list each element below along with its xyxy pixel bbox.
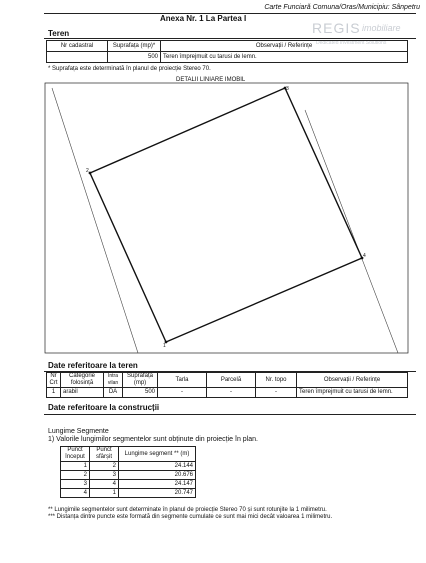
dt-header-parcela: Parcelă (207, 373, 256, 388)
dt-header-observatii: Observații / Referințe (297, 373, 408, 388)
date-teren-title: Date referitoare la teren (48, 361, 138, 370)
dt-header-topo: Nr. topo (256, 373, 297, 388)
ls-cell: 4 (61, 489, 90, 498)
dt-header-tarla: Tarla (158, 373, 207, 388)
lungime-note-2: *** Distanța dintre puncte este formată din segmente cumulate ce sunt mai mici decât valoarea 1 milimetru. (48, 514, 333, 520)
ls-header-lungime: Lungime segment ** (m) (119, 447, 196, 462)
date-teren-table (46, 372, 408, 398)
dt-cell-categorie: arabil (61, 388, 104, 398)
teren-header-observatii: Observații / Referințe (161, 41, 408, 52)
ls-cell: 2 (90, 462, 119, 471)
neighbor-line-left (52, 88, 138, 353)
dt-header-nr: Nr Crt (47, 373, 61, 388)
parcel-polygon (90, 88, 362, 342)
ls-cell: 24.144 (119, 462, 196, 471)
ls-cell: 3 (90, 471, 119, 480)
dt-cell-tarla: - (158, 388, 207, 398)
plot-frame (45, 83, 408, 353)
plot-title: DETALII LINIARE IMOBIL (176, 77, 246, 83)
watermark-sub: imobiliare (362, 23, 401, 33)
ls-cell: 4 (90, 480, 119, 489)
carte-funciara-header: Carte Funciară Comuna/Oras/Municipiu: Sânpetru (264, 4, 420, 11)
dt-cell-parcela: - (207, 388, 256, 398)
teren-note: * Suprafața este determinată în planul de proiecție Stereo 70. (48, 66, 211, 72)
watermark-brand: REGIS (312, 20, 361, 36)
lungime-note-1: ** Lungimile segmentelor sunt determinate în planul de proiecție Stereo 70 și sunt rotunjite la 1 milimetru. (48, 507, 327, 513)
dt-cell-suprafata: 500 (123, 388, 158, 398)
table-row (61, 471, 196, 480)
dt-header-categorie: Categorie folosință (61, 373, 104, 388)
teren-header-suprafata: Suprafața (mp)* (108, 41, 161, 52)
point-label-3: 3 (286, 86, 289, 92)
ls-cell: 20.747 (119, 489, 196, 498)
ls-cell: 1 (90, 489, 119, 498)
ls-cell: 3 (61, 480, 90, 489)
ls-cell: 2 (61, 471, 90, 480)
date-constructii-title: Date referitoare la construcții (48, 403, 160, 412)
watermark-tag: Dedicated Investment Solutions (316, 40, 387, 46)
table-row (61, 462, 196, 471)
dt-cell-nr: 1 (47, 388, 61, 398)
dt-cell-intravilan: DA (104, 388, 123, 398)
ls-cell: 24.147 (119, 480, 196, 489)
table-row (61, 489, 196, 498)
table-row (61, 480, 196, 489)
neighbor-line-right (305, 110, 398, 353)
dt-header-suprafata: Suprafața (mp) (123, 373, 158, 388)
lungime-table (60, 446, 196, 498)
point-label-1: 1 (163, 343, 166, 349)
ls-header-sfarsit: Punct sfârșit (90, 447, 119, 462)
point-marker-2 (89, 172, 92, 175)
dt-header-intravilan: Intra vilan (104, 373, 123, 388)
ls-cell: 1 (61, 462, 90, 471)
date-constructii-divider (44, 414, 416, 415)
lungime-title: Lungime Segmente (48, 428, 109, 435)
point-label-2: 2 (86, 168, 89, 174)
anexa-title: Anexa Nr. 1 La Partea I (160, 14, 247, 23)
lungime-subtitle: 1) Valorile lungimilor segmentelor sunt obținute din proiecție în plan. (48, 436, 258, 443)
ls-cell: 20.676 (119, 471, 196, 480)
teren-title: Teren (48, 29, 70, 38)
teren-cell-suprafata: 500 (108, 52, 161, 63)
dt-cell-topo: - (256, 388, 297, 398)
teren-header-cadastral: Nr cadastral (47, 41, 108, 52)
dt-cell-observatii: Teren împrejmuit cu tarusi de lemn. (297, 388, 408, 398)
ls-header-inceput: Punct început (61, 447, 90, 462)
teren-cell-observatii: Teren împrejmuit cu tarusi de lemn. (161, 52, 408, 63)
point-label-4: 4 (363, 253, 366, 259)
